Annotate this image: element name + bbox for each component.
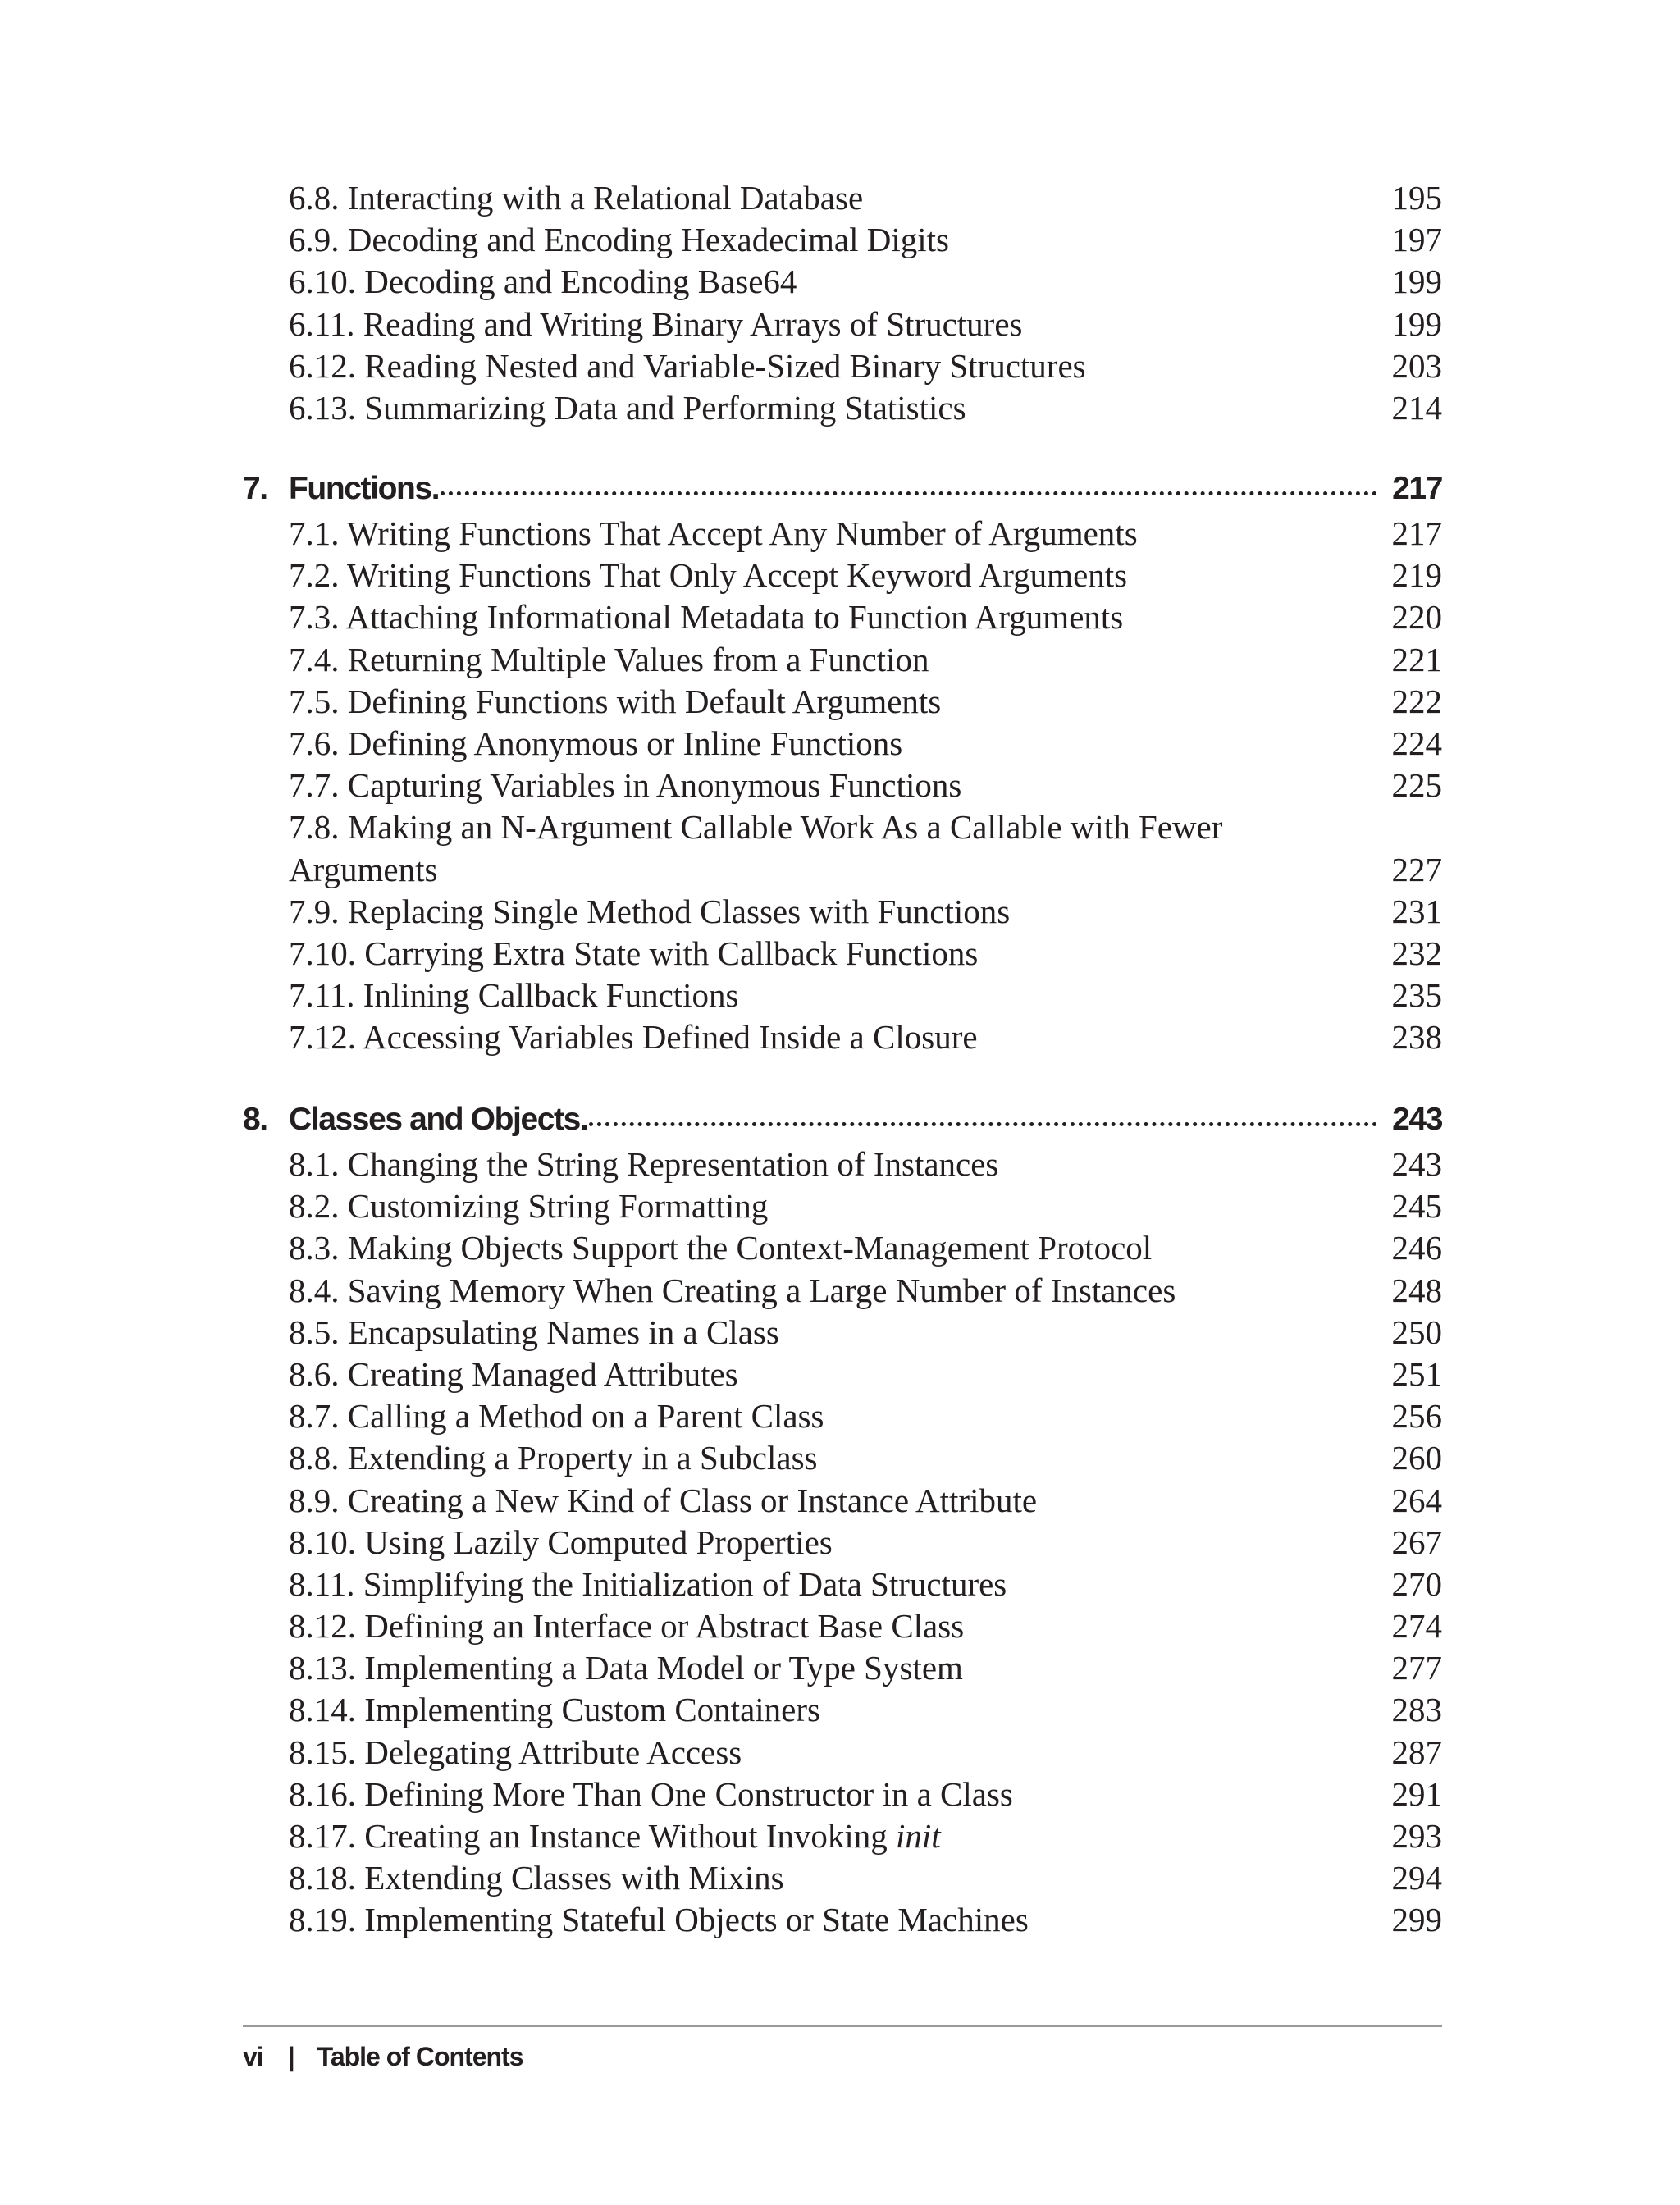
- entry-page: 224: [1391, 724, 1442, 762]
- entry-page: 214: [1391, 388, 1442, 427]
- entry-title: 8.19. Implementing Stateful Objects or State Machines: [289, 1901, 1029, 1939]
- entry-page: 243: [1391, 1145, 1442, 1183]
- chapter-8-block: [243, 1096, 1442, 1942]
- entry-title: 8.4. Saving Memory When Creating a Large Number of Instances: [289, 1271, 1176, 1309]
- entry-title-wrapper: [289, 1815, 941, 1857]
- toc-entry[interactable]: [243, 596, 1442, 638]
- running-section-title: Table of Contents: [317, 2042, 523, 2071]
- toc-entry[interactable]: [243, 1480, 1442, 1522]
- entry-title: 7.6. Defining Anonymous or Inline Functions: [289, 724, 903, 762]
- entry-title: 6.9. Decoding and Encoding Hexadecimal Digits: [289, 221, 949, 259]
- chapter-number: 7.: [243, 471, 267, 506]
- toc-entry[interactable]: [243, 1270, 1442, 1312]
- toc-entry[interactable]: [243, 1564, 1442, 1605]
- entry-title: 7.11. Inlining Callback Functions: [289, 976, 739, 1015]
- toc-entry[interactable]: [243, 1522, 1442, 1564]
- entry-page: 256: [1391, 1397, 1442, 1436]
- toc-entry[interactable]: [243, 639, 1442, 681]
- toc-entry[interactable]: [243, 1144, 1442, 1185]
- entry-page: 221: [1391, 640, 1442, 678]
- toc-entry[interactable]: [243, 891, 1442, 933]
- toc-entry[interactable]: [243, 304, 1442, 345]
- entry-page: 219: [1391, 556, 1442, 595]
- entry-title: 7.2. Writing Functions That Only Accept Keyword Arguments: [289, 556, 1128, 595]
- entry-title: 8.1. Changing the String Representation of Instances: [289, 1145, 999, 1183]
- entry-title: 6.11. Reading and Writing Binary Arrays of Structures: [289, 304, 1023, 343]
- entry-title: 8.12. Defining an Interface or Abstract Base Class: [289, 1607, 965, 1646]
- entry-title: 8.6. Creating Managed Attributes: [289, 1354, 738, 1393]
- entry-page: 264: [1391, 1481, 1442, 1519]
- entry-page: 283: [1391, 1691, 1442, 1729]
- entry-page: 246: [1391, 1229, 1442, 1267]
- footer-rule: [243, 2025, 1442, 2027]
- entry-title: 7.5. Defining Functions with Default Arguments: [289, 682, 942, 720]
- chapter-page: 243: [1392, 1102, 1442, 1137]
- toc-entry[interactable]: [243, 1227, 1442, 1269]
- entry-title: 6.10. Decoding and Encoding Base64: [289, 262, 797, 301]
- chapter-heading[interactable]: [243, 465, 1442, 513]
- entry-title: 8.13. Implementing a Data Model or Type System: [289, 1649, 963, 1687]
- chapter-title: Classes and Objects.: [289, 1102, 588, 1137]
- entry-page: 277: [1391, 1649, 1442, 1687]
- footer-separator: |: [287, 2042, 294, 2071]
- entry-page: 227: [1391, 850, 1442, 888]
- entry-page: 287: [1391, 1732, 1442, 1771]
- entry-page: 248: [1391, 1271, 1442, 1309]
- entry-page: 270: [1391, 1564, 1442, 1603]
- toc-entry[interactable]: [243, 806, 1442, 890]
- section-6-entries: [243, 177, 1442, 429]
- entry-page: 235: [1391, 976, 1442, 1015]
- toc-entry[interactable]: [243, 261, 1442, 303]
- entry-title: 8.5. Encapsulating Names in a Class: [289, 1312, 779, 1351]
- chapter-page: 217: [1392, 471, 1442, 506]
- toc-entry[interactable]: [243, 975, 1442, 1016]
- entry-page: 260: [1391, 1439, 1442, 1477]
- entry-page: 299: [1391, 1901, 1442, 1939]
- toc-entry[interactable]: [243, 1774, 1442, 1815]
- dot-leader: [441, 483, 1377, 495]
- entry-page: 225: [1391, 766, 1442, 805]
- entry-title: 7.9. Replacing Single Method Classes with Functions: [289, 892, 1011, 930]
- toc-entry[interactable]: [243, 1605, 1442, 1647]
- entry-page: 250: [1391, 1312, 1442, 1351]
- entry-page: 199: [1391, 304, 1442, 343]
- chapter-number: 8.: [243, 1102, 267, 1137]
- entry-page: 251: [1391, 1354, 1442, 1393]
- entry-page: 231: [1391, 892, 1442, 930]
- page-number-label: vi: [243, 2042, 263, 2071]
- entry-title: 8.8. Extending a Property in a Subclass: [289, 1439, 818, 1477]
- entry-page: 294: [1391, 1859, 1442, 1897]
- page-footer: [243, 2038, 523, 2075]
- toc-entry[interactable]: [243, 219, 1442, 261]
- entry-title: 7.8. Making an N-Argument Callable Work As a Callable with Fewer Arguments: [289, 808, 1223, 888]
- entry-title: 7.3. Attaching Informational Metadata to Function Arguments: [289, 598, 1124, 637]
- entry-title: 7.7. Capturing Variables in Anonymous Functions: [289, 766, 962, 805]
- entry-title: 7.1. Writing Functions That Accept Any Number of Arguments: [289, 514, 1138, 552]
- entry-page: 197: [1391, 221, 1442, 259]
- toc-entry[interactable]: [243, 345, 1442, 387]
- entry-title: 7.10. Carrying Extra State with Callback Functions: [289, 934, 979, 972]
- toc-entry[interactable]: [243, 555, 1442, 596]
- chapter-7-block: [243, 465, 1442, 1058]
- toc-entry[interactable]: [243, 1312, 1442, 1354]
- entry-page: 195: [1391, 179, 1442, 217]
- entry-page: 238: [1391, 1018, 1442, 1057]
- entry-title: 8.11. Simplifying the Initialization of Data Structures: [289, 1564, 1007, 1603]
- toc-entry[interactable]: [243, 681, 1442, 723]
- entry-title: 8.17. Creating an Instance Without Invoking: [289, 1817, 897, 1855]
- toc-entry[interactable]: [243, 1647, 1442, 1689]
- toc-entry[interactable]: [243, 765, 1442, 806]
- entry-page: 232: [1391, 934, 1442, 972]
- toc-entry[interactable]: [243, 933, 1442, 975]
- entry-title-italic: init: [896, 1817, 941, 1855]
- entry-title: 8.14. Implementing Custom Containers: [289, 1691, 820, 1729]
- entry-title: 8.15. Delegating Attribute Access: [289, 1732, 742, 1771]
- toc-entry[interactable]: [243, 1395, 1442, 1437]
- entry-title: 8.10. Using Lazily Computed Properties: [289, 1522, 833, 1561]
- entry-title: 6.13. Summarizing Data and Performing Statistics: [289, 388, 966, 427]
- toc-entry[interactable]: [243, 1732, 1442, 1774]
- dot-leader: [589, 1114, 1377, 1126]
- entry-title: 8.2. Customizing String Formatting: [289, 1187, 769, 1226]
- toc-entry[interactable]: [243, 1185, 1442, 1227]
- toc-entry[interactable]: [243, 387, 1442, 429]
- entry-page: 293: [1391, 1817, 1442, 1855]
- entry-title: 8.18. Extending Classes with Mixins: [289, 1859, 784, 1897]
- entry-title: 8.7. Calling a Method on a Parent Class: [289, 1397, 824, 1436]
- toc-entry[interactable]: [243, 1016, 1442, 1058]
- toc-entry[interactable]: [243, 1354, 1442, 1395]
- entry-title: 8.9. Creating a New Kind of Class or Instance Attribute: [289, 1481, 1038, 1519]
- entry-title: 8.3. Making Objects Support the Context-Management Protocol: [289, 1229, 1153, 1267]
- toc-entry[interactable]: [243, 723, 1442, 765]
- entry-page: 291: [1391, 1774, 1442, 1813]
- toc-entry[interactable]: [243, 1899, 1442, 1941]
- toc-entry[interactable]: [243, 513, 1442, 555]
- toc-entry[interactable]: [243, 1857, 1442, 1899]
- entry-page: 220: [1391, 598, 1442, 637]
- toc-entry[interactable]: [243, 177, 1442, 219]
- entry-page: 267: [1391, 1522, 1442, 1561]
- entry-page: 203: [1391, 346, 1442, 385]
- entry-title: 6.8. Interacting with a Relational Database: [289, 179, 864, 217]
- entry-page: 222: [1391, 682, 1442, 720]
- toc-entry[interactable]: [243, 1437, 1442, 1479]
- entry-page: 217: [1391, 514, 1442, 552]
- toc-entry[interactable]: [243, 1689, 1442, 1731]
- chapter-heading[interactable]: [243, 1096, 1442, 1144]
- entry-page: 274: [1391, 1607, 1442, 1646]
- entry-page: 245: [1391, 1187, 1442, 1226]
- entry-title: 7.4. Returning Multiple Values from a Function: [289, 640, 929, 678]
- entry-title: 6.12. Reading Nested and Variable-Sized Binary Structures: [289, 346, 1086, 385]
- entry-page: 199: [1391, 262, 1442, 301]
- toc-entry[interactable]: [243, 1815, 1442, 1857]
- chapter-title: Functions.: [289, 471, 440, 506]
- entry-title: 8.16. Defining More Than One Constructor in a Class: [289, 1774, 1013, 1813]
- entry-title: 7.12. Accessing Variables Defined Inside a Closure: [289, 1018, 978, 1057]
